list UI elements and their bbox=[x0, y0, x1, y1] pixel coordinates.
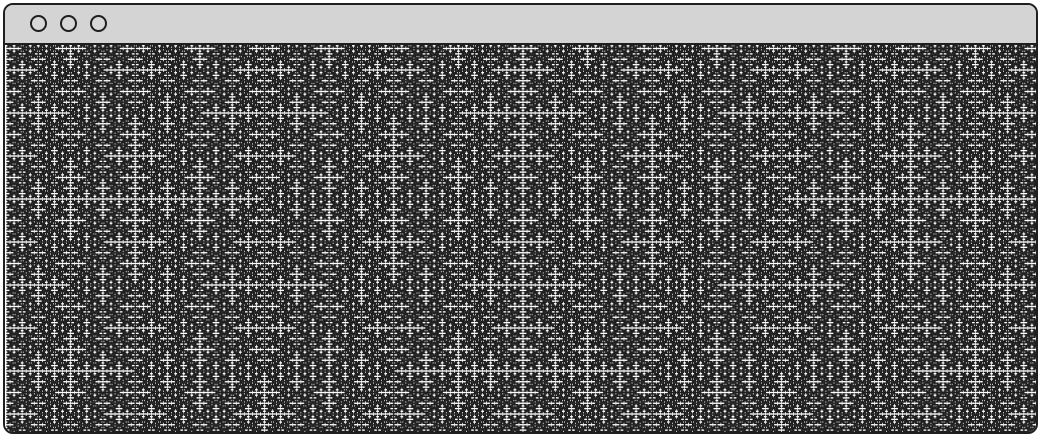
app-window bbox=[3, 3, 1038, 434]
title-bar[interactable] bbox=[5, 5, 1036, 45]
drawing-canvas[interactable] bbox=[5, 45, 1036, 432]
maximize-button[interactable] bbox=[90, 15, 107, 32]
close-button[interactable] bbox=[30, 15, 47, 32]
minimize-button[interactable] bbox=[60, 15, 77, 32]
h-tree-fractal bbox=[5, 45, 1036, 432]
h-tree-lines bbox=[7, 45, 1036, 432]
